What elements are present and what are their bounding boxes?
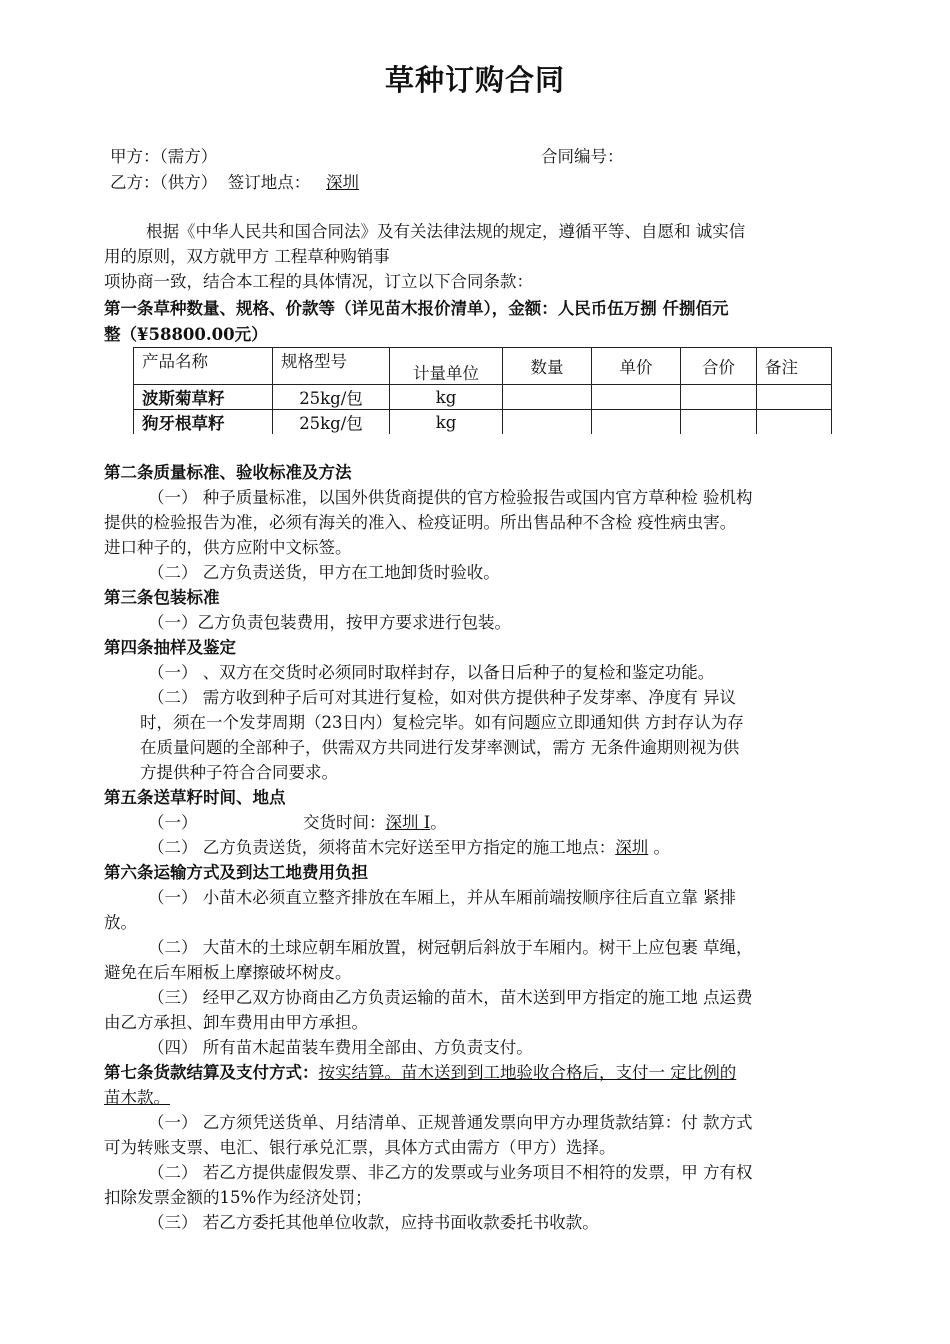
article-7-heading-terms: 按实结算。苗木送到到工地验收合格后，支付一 定比例的	[318, 1063, 737, 1082]
article-7-item-3: （三） 若乙方委托其他单位收款，应持书面收款委托书收款。	[148, 1213, 599, 1232]
table-cell	[503, 410, 592, 435]
article-4-item-2-line-3: 在质量问题的全部种子，供需双方共同进行发芽率测试，需方 无条件逾期则视为供	[140, 738, 740, 757]
article-4-heading: 第四条抽样及鉴定	[104, 638, 236, 657]
article-4-item-2-line-4: 方提供种子符合合同要求。	[140, 763, 338, 782]
article-6-item-4: （四） 所有苗木起苗装车费用全部由、方负责支付。	[148, 1038, 533, 1057]
document-title: 草种订购合同	[384, 63, 565, 97]
header-cell: 规格型号	[273, 348, 390, 385]
header-cell: 单价	[592, 348, 681, 385]
header-cell: 备注	[757, 348, 832, 385]
header-cell: 合价	[681, 348, 757, 385]
header-cell: 数量	[503, 348, 592, 385]
table-cell: 波斯菊草籽	[134, 385, 273, 410]
table-cell	[592, 410, 681, 435]
article-5-item-1-prefix: （一）	[148, 813, 198, 832]
table-cell: 25kg/包	[273, 385, 390, 410]
table-cell: 25kg/包	[273, 410, 390, 435]
article-1-amount: 整（¥58800.00元）	[104, 325, 268, 344]
article-5-heading: 第五条送草籽时间、地点	[104, 788, 286, 807]
table-cell	[757, 410, 832, 435]
sign-place-label: 签订地点：	[227, 173, 311, 192]
article-5-item-2-end: 。	[648, 838, 670, 857]
article-4-item-1: （一） 、双方在交货时必须同时取样封存，以备日后种子的复检和鉴定功能。	[148, 663, 715, 682]
table-cell	[503, 385, 592, 410]
article-3-heading: 第三条包装标准	[104, 588, 220, 607]
delivery-time-label: 交货时间：	[303, 813, 386, 832]
table-cell	[681, 385, 757, 410]
table-cell	[681, 410, 757, 435]
table-row	[134, 385, 832, 410]
table-header-row	[134, 348, 832, 385]
article-6-item-3-line-1: （三） 经甲乙双方协商由乙方负责运输的苗木，苗木送到甲方指定的施工地 点运费	[148, 988, 753, 1007]
article-7-item-2-line-1: （二） 若乙方提供虚假发票、非乙方的发票或与业务项目不相符的发票，甲 方有权	[148, 1163, 753, 1182]
table-row	[134, 410, 832, 435]
party-b-label: 乙方：（供方）	[110, 173, 218, 192]
article-4-item-2-line-1: （二） 需方收到种子后可对其进行复检，如对供方提供种子发芽率、净度有 异议	[148, 688, 736, 707]
party-b-line	[110, 171, 359, 195]
article-7-heading-label: 第七条货款结算及支付方式：	[104, 1063, 319, 1082]
sign-place-value: 深圳	[326, 173, 359, 192]
article-7-item-1-line-2: 可为转账支票、电汇、银行承兑汇票，具体方式由需方（甲方）选择。	[104, 1138, 616, 1157]
construction-site-value: 深圳	[615, 838, 649, 857]
delivery-time-line	[303, 811, 447, 835]
article-4-item-2-line-2: 时，须在一个发芽周期（23日内）复检完毕。如有问题应立即通知供 方封存认为存	[140, 713, 744, 732]
article-6-item-1-line-1: （一） 小苗木必须直立整齐排放在车厢上，并从车厢前端按顺序往后直立靠 紧排	[148, 888, 736, 907]
article-7-heading	[104, 1061, 736, 1085]
product-table	[133, 347, 832, 434]
delivery-time-end: 。	[430, 813, 447, 832]
table-cell: 狗牙根草籽	[134, 410, 273, 435]
article-6-item-2-line-1: （二） 大苗木的土球应朝车厢放置，树冠朝后斜放于车厢内。树干上应包裹 草绳，	[148, 938, 753, 957]
intro-line-3: 项协商一致，结合本工程的具体情况，订立以下合同条款：	[104, 272, 533, 291]
table-cell	[592, 385, 681, 410]
article-2-item-2: （二） 乙方负责送货，甲方在工地卸货时验收。	[148, 563, 500, 582]
article-7-item-2-line-2: 扣除发票金额的15%作为经济处罚；	[104, 1188, 372, 1207]
header-cell: 产品名称	[134, 348, 273, 385]
party-a-label: 甲方：（需方）	[110, 147, 218, 166]
article-7-heading-terms-cont: 苗木款。	[104, 1088, 170, 1107]
article-2-item-1-line-1: （一） 种子质量标准，以国外供货商提供的官方检验报告或国内官方草种检 验机构	[148, 488, 753, 507]
header-cell: 计量单位	[390, 348, 503, 385]
article-5-item-2-text: （二） 乙方负责送货，须将苗木完好送至甲方指定的施工地点：	[148, 838, 616, 857]
table-cell	[757, 385, 832, 410]
article-3-item-1: （一）乙方负责包装费用，按甲方要求进行包装。	[148, 613, 511, 632]
article-7-item-1-line-1: （一） 乙方须凭送货单、月结清单、正规普通发票向甲方办理货款结算：付 款方式	[148, 1113, 753, 1132]
intro-line-1: 根据《中华人民共和国合同法》及有关法律法规的规定，遵循平等、自愿和 诚实信	[146, 222, 746, 241]
intro-line-2: 用的原则，双方就甲方 工程草种购销事	[104, 247, 390, 266]
article-6-item-1-line-2: 放。	[104, 913, 137, 932]
table-cell: kg	[390, 410, 503, 435]
article-5-item-2	[148, 836, 670, 860]
table-cell: kg	[390, 385, 503, 410]
article-6-heading: 第六条运输方式及到达工地费用负担	[104, 863, 368, 882]
article-1-heading: 第一条草种数量、规格、价款等（详见苗木报价清单），金额：人民币伍万捌 仟捌佰元	[104, 299, 729, 318]
article-2-item-1-line-3: 进口种子的，供方应附中文标签。	[104, 538, 352, 557]
article-2-heading: 第二条质量标准、验收标准及方法	[104, 463, 352, 482]
article-2-item-1-line-2: 提供的检验报告为准，必须有海关的准入、检疫证明。所出售品种不含检 疫性病虫害。	[104, 513, 737, 532]
contract-number-label: 合同编号：	[541, 147, 624, 166]
delivery-time-value: 深圳 I	[385, 813, 431, 832]
article-6-item-3-line-2: 由乙方承担、卸车费用由甲方承担。	[104, 1013, 368, 1032]
article-6-item-2-line-2: 避免在后车厢板上摩擦破坏树皮。	[104, 963, 352, 982]
